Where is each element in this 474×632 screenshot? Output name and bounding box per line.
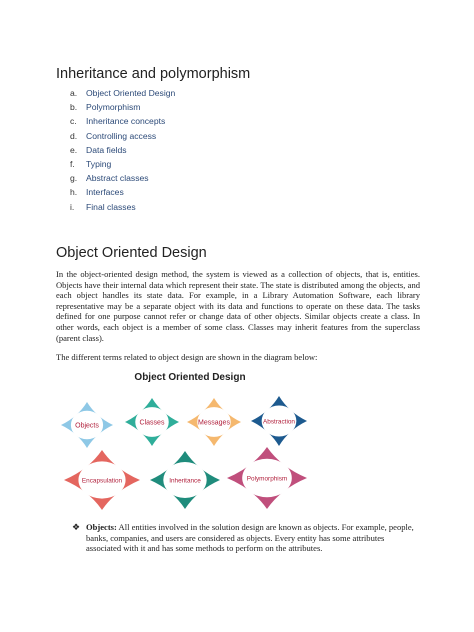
body-paragraph: In the object-oriented design method, the system is viewed as a collection of objects, that is, entities. Objects have their internal data which represent their state. The state is distributed among the objects, and each object handles its state data. For example, in a Library Automation Software, each library representative may be a separate object with its data and functions to operate on these data. The tasks defined for one purpose cannot refer or change data of other objects. Similar objects create a class. In other words, each object is a member of some class. Classes may inherit features from the superclass (parent class). [56, 269, 420, 343]
diagram-node-classes [125, 398, 179, 446]
diagram-node-label: Encapsulation [81, 477, 123, 485]
toc-item[interactable] [70, 143, 175, 157]
diagram-node-abstraction [251, 396, 307, 446]
page-heading: Inheritance and polymorphism [56, 66, 251, 82]
diagram-nodes [61, 396, 307, 510]
toc-item[interactable] [70, 200, 175, 214]
toc-item[interactable] [70, 171, 175, 185]
toc-label: Inheritance concepts [86, 116, 166, 127]
toc-letter: d. [70, 130, 78, 141]
toc-label: Interfaces [86, 187, 124, 198]
toc-item[interactable] [70, 114, 175, 128]
bullet-description: All entities involved in the solution design are known as objects. For example, people, banks, companies, and users are considered as objects. Every entity has some attributes associated with it and has some methods to perform on the attributes. [86, 522, 414, 554]
toc-label: Data fields [86, 144, 127, 155]
bullet-text [72, 522, 416, 554]
bullet-item [72, 522, 416, 554]
diagram-node-encapsulation [64, 450, 140, 510]
toc-letter: b. [70, 102, 78, 113]
toc-letter: g. [70, 173, 78, 184]
toc-label: Final classes [86, 201, 136, 212]
toc-item[interactable] [70, 129, 175, 143]
diagram-node-objects [61, 402, 113, 448]
toc-letter: i. [70, 201, 75, 212]
diagram-node-inheritance [150, 451, 220, 509]
diagram-node-label: Inheritance [169, 477, 201, 485]
toc-letter: e. [70, 144, 78, 155]
oo-design-diagram [54, 364, 322, 522]
diagram-node-label: Messages [198, 419, 230, 427]
toc-item[interactable] [70, 86, 175, 100]
toc-letter: f. [70, 158, 75, 169]
toc-label: Abstract classes [86, 173, 149, 184]
bullet-term: Objects: [86, 522, 117, 532]
toc-label: Polymorphism [86, 102, 141, 113]
diagram-node-label: Abstraction [263, 418, 295, 426]
toc-label: Typing [86, 158, 112, 169]
diagram-node-label: Classes [139, 419, 165, 427]
table-of-contents [70, 86, 175, 214]
diagram-title: Object Oriented Design [134, 372, 246, 383]
toc-item[interactable] [70, 185, 175, 199]
toc-item[interactable] [70, 100, 175, 114]
toc-letter: a. [70, 88, 78, 98]
toc-letter: c. [70, 116, 77, 127]
toc-item[interactable] [70, 157, 175, 171]
diagram-node-label: Polymorphism [246, 475, 288, 483]
section-title: Object Oriented Design [56, 245, 207, 261]
bullet-diamond-icon: ❖ [72, 522, 81, 532]
toc-label: Controlling access [86, 130, 157, 141]
diagram-node-label: Objects [75, 422, 99, 430]
diagram-intro: The different terms related to object design are shown in the diagram below: [56, 352, 318, 362]
toc-label: Object Oriented Design [86, 88, 176, 98]
diagram-node-messages [187, 398, 241, 446]
diagram-node-polymorphism [227, 447, 307, 509]
toc-letter: h. [70, 187, 78, 198]
